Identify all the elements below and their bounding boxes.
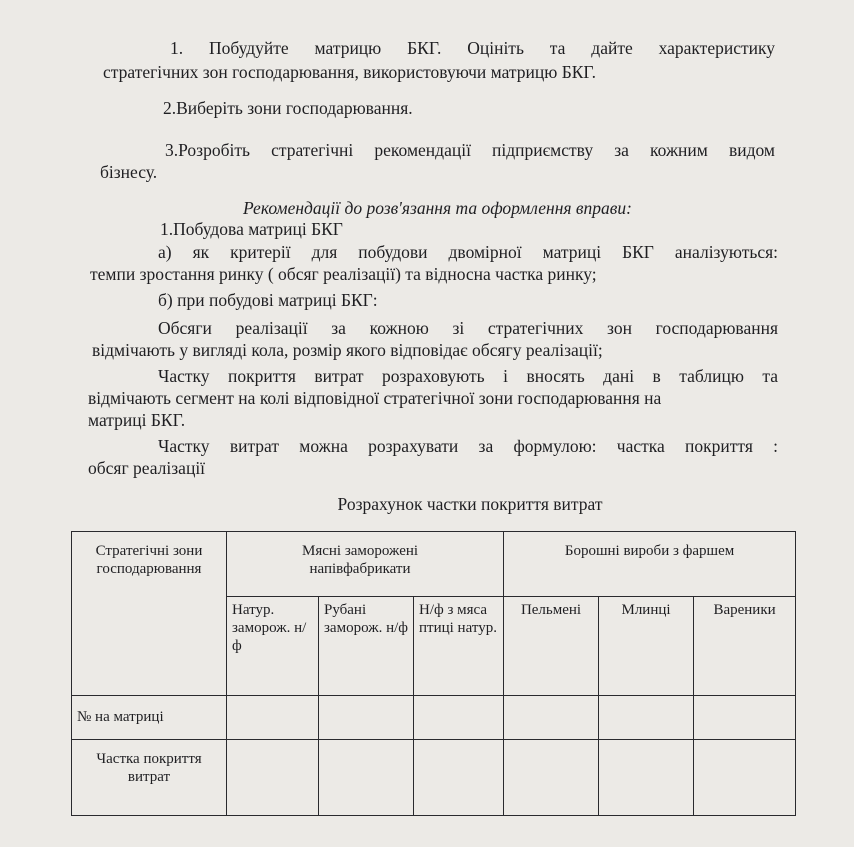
- header-strategic-zones: Стратегічні зони господарювання: [72, 532, 227, 696]
- product-header: Пельмені: [504, 597, 599, 695]
- table-cell: [504, 695, 599, 739]
- rec-p2-line-2: відмічають сегмент на колі відповідної стратегічної зони господарювання на: [88, 388, 662, 408]
- recommendation-item-1: 1.Побудова матриці БКГ: [160, 219, 343, 239]
- task-3-line-2: бізнесу.: [100, 162, 158, 182]
- header-group-flour: Борошні вироби з фаршем: [504, 532, 796, 597]
- rec-p1-line-1: Обсяги реалізації за кожною зі стратегічних зон господарювання: [158, 318, 778, 338]
- rec-p3-line-2: обсяг реалізації: [88, 458, 206, 478]
- product-header: Вареники: [694, 597, 796, 695]
- task-1-line-1: 1. Побудуйте матрицю БКГ. Оцініть та дайте характеристику: [170, 38, 775, 58]
- row-label-matrix-number: № на матриці: [72, 695, 227, 739]
- task-1-line-2: стратегічних зон господарювання, використовуючи матрицю БКГ.: [103, 62, 596, 82]
- row-label-cost-share: Частка покриття витрат: [72, 739, 227, 815]
- table-cell: [319, 739, 414, 815]
- rec-p1-line-2: відмічають у вигляді кола, розмір якого відповідає обсягу реалізації;: [92, 340, 603, 360]
- table-cell: [504, 739, 599, 815]
- recommendations-heading: Рекомендації до розв'язання та оформлення вправи:: [243, 198, 632, 218]
- task-2: 2.Виберіть зони господарювання.: [163, 98, 413, 118]
- product-header: Н/ф з мяса птиці натур.: [414, 597, 504, 695]
- table-caption: Розрахунок частки покриття витрат: [337, 494, 603, 514]
- rec-b: б) при побудові матриці БКГ:: [158, 290, 378, 310]
- header-group-meat: Мясні заморожені напівфабрикати: [227, 532, 504, 597]
- product-header: Натур. заморож. н/ф: [227, 597, 319, 695]
- rec-a-line-1: а) як критерії для побудови двомірної матриці БКГ аналізуються:: [158, 242, 778, 262]
- rec-a-line-2: темпи зростання ринку ( обсяг реалізації) та відносна частка ринку;: [90, 264, 597, 284]
- cost-coverage-table: [71, 531, 796, 816]
- product-header: Млинці: [599, 597, 694, 695]
- table-cell: [414, 739, 504, 815]
- task-3-line-1: 3.Розробіть стратегічні рекомендації підприємству за кожним видом: [165, 140, 775, 160]
- table-cell: [599, 695, 694, 739]
- rec-p2-line-1: Частку покриття витрат розраховують і вносять дані в таблицю та: [158, 366, 778, 386]
- product-header: Рубані заморож. н/ф: [319, 597, 414, 695]
- table-cell: [319, 695, 414, 739]
- table-cell: [227, 695, 319, 739]
- rec-p3-line-1: Частку витрат можна розрахувати за формулою: частка покриття :: [158, 436, 778, 456]
- table-cell: [694, 695, 796, 739]
- table-cell: [227, 739, 319, 815]
- table-cell: [694, 739, 796, 815]
- table-cell: [599, 739, 694, 815]
- rec-p2-line-3: матриці БКГ.: [88, 410, 186, 430]
- table-cell: [414, 695, 504, 739]
